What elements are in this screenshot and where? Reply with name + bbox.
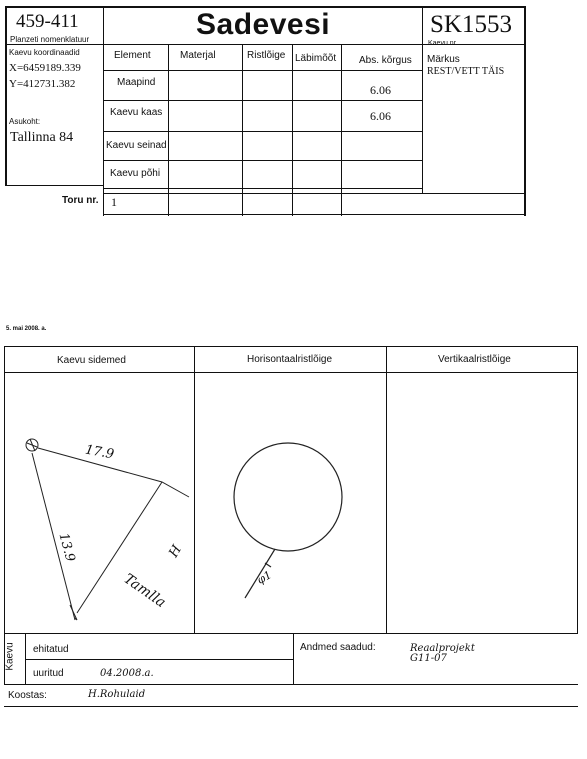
x-coordinate <box>9 62 81 74</box>
well-id-label: Kaevu nr <box>428 40 457 47</box>
well-circle <box>234 443 342 551</box>
coords-label: Kaevu koordinaadid <box>9 48 80 57</box>
row-walls-label: Kaevu seinad <box>106 140 167 151</box>
pipe-mark: φ1 <box>254 568 274 587</box>
col-element: Element <box>114 50 151 61</box>
remarks-label: Märkus <box>427 54 460 65</box>
distance-1: 17.9 <box>83 442 116 463</box>
col-material: Materjal <box>180 50 216 61</box>
sketch-col-horizontal: Horisontaalristlõige <box>247 354 333 365</box>
y-coordinate <box>9 78 75 90</box>
h-mark: H <box>166 542 186 561</box>
row-ground-label: Maapind <box>117 77 156 88</box>
data-from-label: Andmed saadud: <box>300 642 376 653</box>
sketch-col-links: Kaevu sidemed <box>57 355 126 366</box>
data-from-value-2: G11-07 <box>410 653 447 664</box>
col-diameter: Läbimõõt <box>295 53 337 64</box>
pipe-value: 1 <box>111 195 117 209</box>
footer-side-label: Kaevu <box>4 642 16 671</box>
author-value: H.Rohulaid <box>88 689 146 700</box>
author-label: Koostas: <box>8 690 47 701</box>
row-cover-label: Kaevu kaas <box>110 107 163 118</box>
surveyed-value: 04.2008.a. <box>100 668 154 679</box>
remarks-value: REST/VETT TÄIS <box>427 66 505 77</box>
sheet-number-label: Planzeti nomenklatuur <box>10 35 90 44</box>
distance-2: 13.9 <box>55 531 78 564</box>
row-ground-abs: 6.06 <box>370 83 391 97</box>
row-cover-abs: 6.06 <box>370 109 391 123</box>
page-title: Sadevesi <box>196 8 331 41</box>
sketch-col-vertical: Vertikaalristlõige <box>438 354 511 365</box>
sheet-number: 459-411 <box>16 11 79 32</box>
row-bottom-label: Kaevu põhi <box>110 168 161 179</box>
x-coordinate-value: X=6459189.339 <box>9 62 81 74</box>
horizontal-section-sketch <box>195 373 387 633</box>
location-label: Asukoht: <box>9 117 41 126</box>
location-value: Tallinna 84 <box>10 130 74 145</box>
y-coordinate-value: Y=412731.382 <box>9 78 76 90</box>
street-note: Tamlla <box>120 570 169 612</box>
date-stamp: 5. mai 2008. a. <box>6 326 47 332</box>
col-cross-section: Ristlõige <box>247 50 286 61</box>
col-abs-height: Abs. kõrgus <box>359 55 412 66</box>
links-sketch <box>4 373 199 633</box>
built-label: ehitatud <box>33 644 69 655</box>
well-id: SK1553 <box>430 11 512 38</box>
data-from-value-1: Reaalprojekt <box>410 643 475 654</box>
surveyed-label: uuritud <box>33 668 64 679</box>
pipe-label: Toru nr. <box>62 195 99 206</box>
